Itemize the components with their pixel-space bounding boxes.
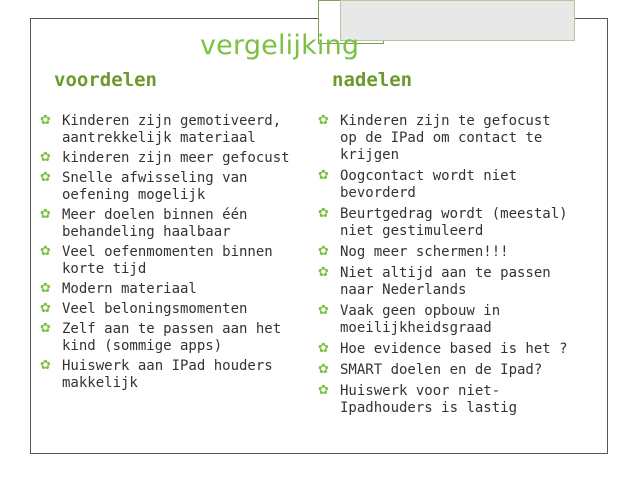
advantages-list [40, 113, 290, 395]
disadvantage-item: ✿ Oogcontact wordt niet bevorderd [318, 168, 518, 201]
advantage-item: ✿ Kinderen zijn gemotiveerd, aantrekkelijk materiaal [40, 113, 282, 146]
advantage-item: ✿ kinderen zijn meer gefocust [40, 150, 290, 166]
disadvantage-item: ✿ Vaak geen opbouw in moeilijkheidsgraad [318, 303, 501, 336]
disadvantages-list [318, 113, 568, 421]
flower-bullet-icon: ✿ [318, 362, 329, 377]
flower-bullet-icon: ✿ [40, 358, 51, 373]
flower-bullet-icon: ✿ [40, 113, 51, 128]
disadvantage-item: ✿ Beurtgedrag wordt (meestal) niet gestimuleerd [318, 206, 568, 239]
flower-bullet-icon: ✿ [318, 168, 329, 183]
flower-bullet-icon: ✿ [40, 170, 51, 185]
flower-bullet-icon: ✿ [318, 206, 329, 221]
disadvantage-item: ✿ Kinderen zijn te gefocust op de IPad om contact te krijgen [318, 113, 551, 163]
disadvantage-item: ✿ SMART doelen en de Ipad? [318, 362, 543, 378]
flower-bullet-icon: ✿ [318, 341, 329, 356]
flower-bullet-icon: ✿ [40, 301, 51, 316]
disadvantage-item: ✿ Nog meer schermen!!! [318, 244, 509, 260]
advantage-item: ✿ Huiswerk aan IPad houders makkelijk [40, 358, 273, 391]
flower-bullet-icon: ✿ [318, 303, 329, 318]
flower-bullet-icon: ✿ [40, 281, 51, 296]
flower-bullet-icon: ✿ [318, 244, 329, 259]
disadvantage-item: ✿ Hoe evidence based is het ? [318, 341, 568, 357]
disadvantage-item: ✿ Huiswerk voor niet-Ipadhouders is lastig [318, 383, 518, 416]
advantages-heading: voordelen [54, 69, 157, 91]
flower-bullet-icon: ✿ [40, 150, 51, 165]
decorative-header-box [340, 0, 575, 41]
flower-bullet-icon: ✿ [318, 383, 329, 398]
disadvantage-item: ✿ Niet altijd aan te passen naar Nederlands [318, 265, 551, 298]
advantage-item: ✿ Snelle afwisseling van oefening mogelijk [40, 170, 248, 203]
flower-bullet-icon: ✿ [318, 265, 329, 280]
disadvantages-heading: nadelen [332, 69, 413, 91]
advantage-item: ✿ Meer doelen binnen één behandeling haalbaar [40, 207, 248, 240]
advantage-item: ✿ Veel oefenmomenten binnen korte tijd [40, 244, 273, 277]
flower-bullet-icon: ✿ [40, 207, 51, 222]
advantage-item: ✿ Veel beloningsmomenten [40, 301, 248, 317]
flower-bullet-icon: ✿ [40, 321, 51, 336]
advantage-item: ✿ Modern materiaal [40, 281, 197, 297]
advantage-item: ✿ Zelf aan te passen aan het kind (sommige apps) [40, 321, 282, 354]
flower-bullet-icon: ✿ [318, 113, 329, 128]
flower-bullet-icon: ✿ [40, 244, 51, 259]
slide-title: vergelijking [200, 30, 360, 61]
